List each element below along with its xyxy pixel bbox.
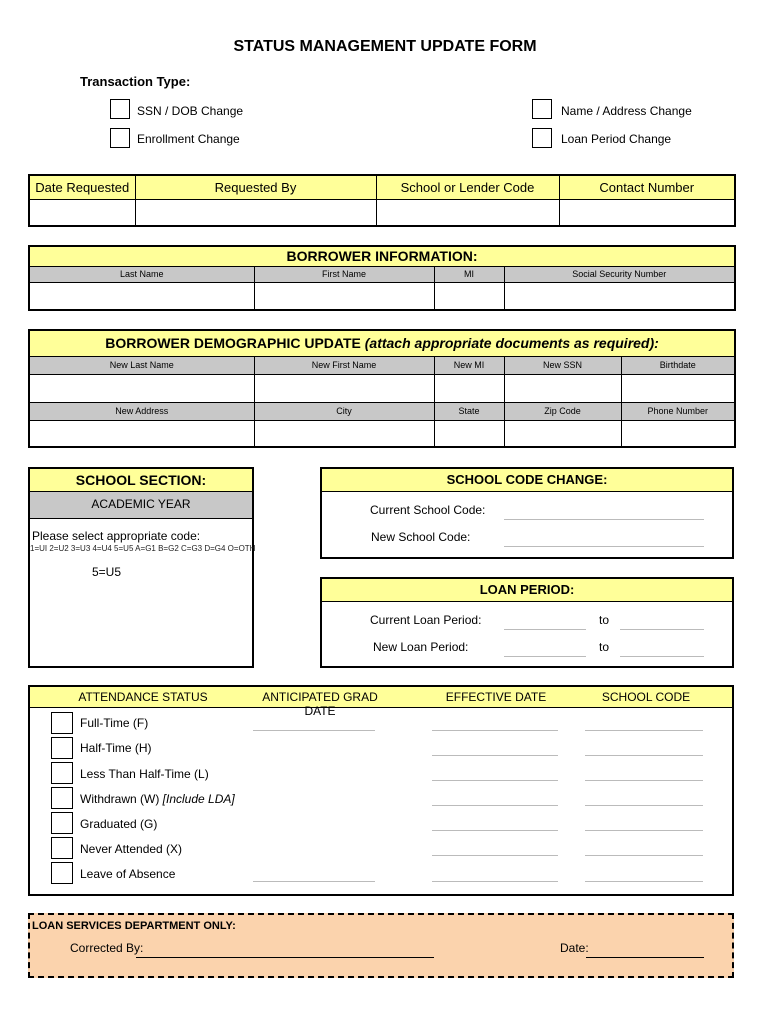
full-time-school-code-field[interactable]	[585, 730, 703, 731]
leave-of-absence-label: Leave of Absence	[80, 867, 176, 881]
withdrawn-school-code-field[interactable]	[585, 805, 703, 806]
first-name-field[interactable]	[254, 282, 434, 310]
birthdate-header: Birthdate	[621, 356, 735, 374]
full-time-grad-date-field[interactable]	[253, 730, 375, 731]
full-time-label: Full-Time (F)	[80, 716, 149, 730]
never-attended-checkbox[interactable]	[51, 837, 73, 859]
ssn-dob-label: SSN / DOB Change	[137, 104, 244, 118]
full-time-checkbox[interactable]	[51, 712, 73, 734]
less-than-half-time-effective-date-field[interactable]	[432, 780, 558, 781]
new-ssn-field[interactable]	[504, 374, 621, 402]
full-time-effective-date-field[interactable]	[432, 730, 558, 731]
new-to-label: to	[599, 640, 610, 654]
new-school-code-field[interactable]	[504, 546, 704, 547]
name-address-checkbox[interactable]	[532, 99, 552, 119]
new-last-name-header: New Last Name	[29, 356, 254, 374]
half-time-effective-date-field[interactable]	[432, 755, 558, 756]
attendance-status-header: ATTENDANCE STATUS	[78, 690, 208, 704]
school-code-change-section	[320, 467, 734, 559]
withdrawn-effective-date-field[interactable]	[432, 805, 558, 806]
current-to-label: to	[599, 613, 610, 627]
withdrawn-checkbox[interactable]	[51, 787, 73, 809]
current-school-code-label: Current School Code:	[370, 503, 486, 517]
loan-period-checkbox[interactable]	[532, 128, 552, 148]
withdrawn-note: [Include LDA]	[162, 792, 235, 806]
date-requested-field[interactable]	[29, 199, 135, 226]
less-than-half-time-checkbox[interactable]	[51, 762, 73, 784]
corrected-by-field[interactable]	[136, 957, 434, 958]
academic-year-header: ACADEMIC YEAR	[30, 492, 252, 519]
new-last-name-field[interactable]	[29, 374, 254, 402]
new-loan-start-field[interactable]	[504, 656, 586, 657]
code-list: 1=UI 2=U2 3=U3 4=U4 5=U5 A=G1 B=G2 C=G3 D=G4 O=OTH	[30, 544, 256, 553]
borrower-info-title: BORROWER INFORMATION:	[29, 246, 735, 266]
first-name-header: First Name	[254, 266, 434, 282]
date-field[interactable]	[586, 957, 704, 958]
graduated-effective-date-field[interactable]	[432, 830, 558, 831]
effective-date-header: EFFECTIVE DATE	[445, 690, 547, 704]
new-mi-header: New MI	[434, 356, 504, 374]
borrower-info-table	[28, 245, 736, 311]
school-code-change-title: SCHOOL CODE CHANGE:	[322, 469, 732, 492]
enrollment-label: Enrollment Change	[137, 132, 240, 146]
demographic-table	[28, 329, 736, 448]
new-ssn-header: New SSN	[504, 356, 621, 374]
state-header: State	[434, 402, 504, 420]
graduated-school-code-field[interactable]	[585, 830, 703, 831]
never-attended-effective-date-field[interactable]	[432, 855, 558, 856]
loan-services-section	[28, 913, 734, 978]
new-mi-field[interactable]	[434, 374, 504, 402]
loan-period-title: LOAN PERIOD:	[322, 579, 732, 602]
withdrawn-label-text: Withdrawn (W)	[80, 792, 163, 806]
current-loan-start-field[interactable]	[504, 629, 586, 630]
name-address-label: Name / Address Change	[561, 104, 692, 118]
date-label: Date:	[560, 941, 589, 955]
loan-period-label: Loan Period Change	[561, 132, 672, 146]
anticipated-grad-date-header: ANTICIPATED GRAD DATE	[262, 690, 378, 718]
leave-grad-date-field[interactable]	[253, 881, 375, 882]
requested-by-field[interactable]	[135, 199, 376, 226]
graduated-checkbox[interactable]	[51, 812, 73, 834]
current-loan-end-field[interactable]	[620, 629, 704, 630]
zip-code-field[interactable]	[504, 420, 621, 447]
half-time-school-code-field[interactable]	[585, 755, 703, 756]
phone-number-header: Phone Number	[621, 402, 735, 420]
new-school-code-label: New School Code:	[371, 530, 471, 544]
school-section	[28, 467, 254, 668]
leave-school-code-field[interactable]	[585, 881, 703, 882]
new-first-name-header: New First Name	[254, 356, 434, 374]
select-code-label: Please select appropriate code:	[32, 529, 201, 543]
new-loan-end-field[interactable]	[620, 656, 704, 657]
leave-of-absence-checkbox[interactable]	[51, 862, 73, 884]
demographic-title-note: (attach appropriate documents as required):	[364, 335, 659, 352]
leave-effective-date-field[interactable]	[432, 881, 558, 882]
demographic-title	[29, 330, 735, 356]
date-requested-header: Date Requested	[29, 175, 135, 199]
request-table	[28, 174, 736, 227]
demographic-title-main: BORROWER DEMOGRAPHIC UPDATE	[105, 335, 365, 352]
current-loan-period-label: Current Loan Period:	[370, 613, 482, 627]
attendance-header-row	[30, 687, 732, 718]
contact-number-field[interactable]	[559, 199, 735, 226]
last-name-header: Last Name	[29, 266, 254, 282]
birthdate-field[interactable]	[621, 374, 735, 402]
form-title: STATUS MANAGEMENT UPDATE FORM	[233, 38, 537, 55]
half-time-checkbox[interactable]	[51, 737, 73, 759]
never-attended-school-code-field[interactable]	[585, 855, 703, 856]
ssn-field[interactable]	[504, 282, 735, 310]
enrollment-checkbox[interactable]	[110, 128, 130, 148]
new-loan-period-label: New Loan Period:	[373, 640, 469, 654]
city-field[interactable]	[254, 420, 434, 447]
graduated-label: Graduated (G)	[80, 817, 158, 831]
loan-period-section	[320, 577, 734, 668]
school-lender-code-header: School or Lender Code	[376, 175, 559, 199]
ssn-dob-checkbox[interactable]	[110, 99, 130, 119]
city-header: City	[254, 402, 434, 420]
transaction-type-label: Transaction Type:	[80, 74, 191, 89]
new-address-header: New Address	[29, 402, 254, 420]
never-attended-label: Never Attended (X)	[80, 842, 183, 856]
mi-field[interactable]	[434, 282, 504, 310]
selected-code[interactable]: 5=U5	[92, 565, 122, 579]
phone-number-field[interactable]	[621, 420, 735, 447]
loan-services-title: LOAN SERVICES DEPARTMENT ONLY:	[32, 920, 236, 932]
current-school-code-field[interactable]	[504, 519, 704, 520]
contact-number-header: Contact Number	[559, 175, 735, 199]
mi-header: MI	[434, 266, 504, 282]
new-address-field[interactable]	[29, 420, 254, 447]
less-than-half-time-label: Less Than Half-Time (L)	[80, 767, 209, 781]
new-first-name-field[interactable]	[254, 374, 434, 402]
corrected-by-label: Corrected By:	[70, 941, 144, 955]
less-than-half-time-school-code-field[interactable]	[585, 780, 703, 781]
school-section-title: SCHOOL SECTION:	[30, 469, 252, 492]
half-time-label: Half-Time (H)	[80, 741, 152, 755]
school-lender-code-field[interactable]	[376, 199, 559, 226]
withdrawn-label	[80, 792, 235, 806]
ssn-header: Social Security Number	[504, 266, 735, 282]
zip-code-header: Zip Code	[504, 402, 621, 420]
requested-by-header: Requested By	[135, 175, 376, 199]
school-code-header: SCHOOL CODE	[601, 690, 691, 704]
state-field[interactable]	[434, 420, 504, 447]
last-name-field[interactable]	[29, 282, 254, 310]
